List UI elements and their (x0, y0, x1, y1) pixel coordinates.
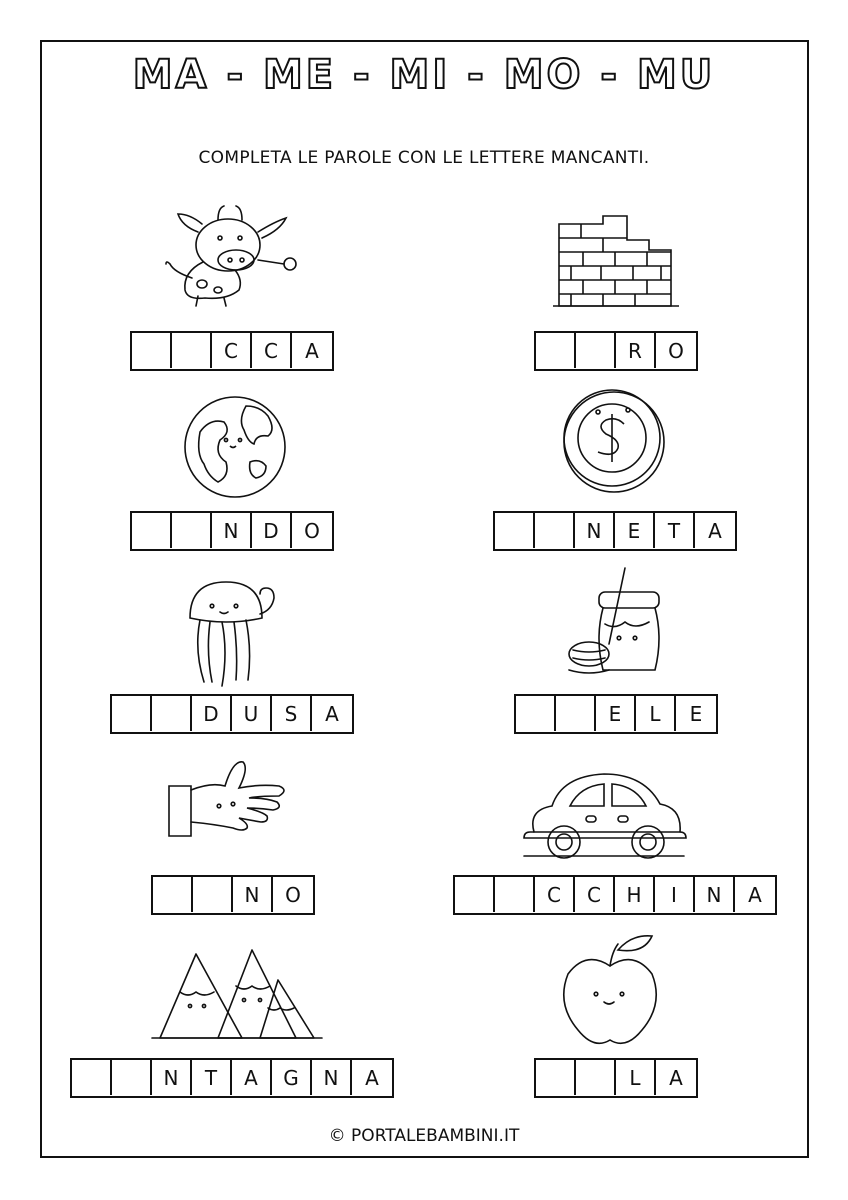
letter-box: N (575, 513, 615, 548)
page-title: MA - ME - MI - MO - MU (132, 52, 716, 98)
letter-box: N (233, 877, 273, 912)
letter-box: L (616, 1060, 656, 1095)
word-coin (493, 511, 737, 551)
globe-icon (180, 392, 290, 502)
letter-box: A (325, 701, 339, 726)
letter-box: A (748, 882, 762, 907)
coin-icon (558, 384, 670, 496)
blank-letter-box[interactable] (132, 513, 172, 548)
letter-box: E (615, 513, 655, 548)
letter-box: G (272, 1060, 312, 1095)
blank-letter-box[interactable] (112, 696, 152, 731)
letter-box: H (615, 877, 655, 912)
blank-letter-box[interactable] (455, 877, 495, 912)
blank-letter-box[interactable] (536, 333, 576, 368)
blank-letter-box[interactable] (72, 1060, 112, 1095)
blank-letter-box[interactable] (576, 1060, 616, 1095)
word-wall (534, 331, 698, 371)
word-honey (514, 694, 718, 734)
word-jellyfish (110, 694, 354, 734)
blank-letter-box[interactable] (495, 877, 535, 912)
blank-letter-box[interactable] (152, 696, 192, 731)
letter-box: E (596, 696, 636, 731)
letter-box: O (304, 518, 320, 543)
word-globe (130, 511, 334, 551)
letter-box: N (312, 1060, 352, 1095)
mountains-icon (150, 946, 325, 1042)
letter-box: L (636, 696, 676, 731)
letter-box: A (708, 518, 722, 543)
letter-box: C (212, 333, 252, 368)
letter-box: D (252, 513, 292, 548)
honey-jar-icon (565, 562, 675, 682)
letter-box: C (535, 877, 575, 912)
letter-box: C (575, 877, 615, 912)
blank-letter-box[interactable] (153, 877, 193, 912)
letter-box: O (285, 882, 301, 907)
hand-icon (165, 758, 300, 848)
blank-letter-box[interactable] (576, 333, 616, 368)
letter-box: N (212, 513, 252, 548)
letter-box: I (655, 877, 695, 912)
cow-icon (158, 200, 308, 310)
car-icon (520, 766, 690, 866)
jellyfish-icon (180, 578, 280, 690)
letter-box: T (655, 513, 695, 548)
letter-box: A (232, 1060, 272, 1095)
blank-letter-box[interactable] (112, 1060, 152, 1095)
letter-box: E (689, 701, 703, 726)
instruction-text: COMPLETA LE PAROLE CON LE LETTERE MANCANTI. (198, 148, 650, 168)
blank-letter-box[interactable] (516, 696, 556, 731)
letter-box: N (695, 877, 735, 912)
letter-box: A (669, 1065, 683, 1090)
letter-box: D (192, 696, 232, 731)
apple-icon (560, 932, 660, 1050)
letter-box: N (152, 1060, 192, 1095)
footer-copyright: © PORTALEBAMBINI.IT (328, 1126, 520, 1146)
blank-letter-box[interactable] (535, 513, 575, 548)
letter-box: A (305, 338, 319, 363)
blank-letter-box[interactable] (495, 513, 535, 548)
word-car (453, 875, 777, 915)
word-apple (534, 1058, 698, 1098)
word-hand (151, 875, 315, 915)
blank-letter-box[interactable] (556, 696, 596, 731)
blank-letter-box[interactable] (172, 333, 212, 368)
blank-letter-box[interactable] (132, 333, 172, 368)
letter-box: S (272, 696, 312, 731)
blank-letter-box[interactable] (172, 513, 212, 548)
letter-box: C (252, 333, 292, 368)
blank-letter-box[interactable] (193, 877, 233, 912)
letter-box: R (616, 333, 656, 368)
word-mountains (70, 1058, 394, 1098)
word-cow (130, 331, 334, 371)
letter-box: T (192, 1060, 232, 1095)
letter-box: A (365, 1065, 379, 1090)
letter-box: U (232, 696, 272, 731)
wall-icon (553, 210, 681, 310)
blank-letter-box[interactable] (536, 1060, 576, 1095)
letter-box: O (668, 338, 684, 363)
